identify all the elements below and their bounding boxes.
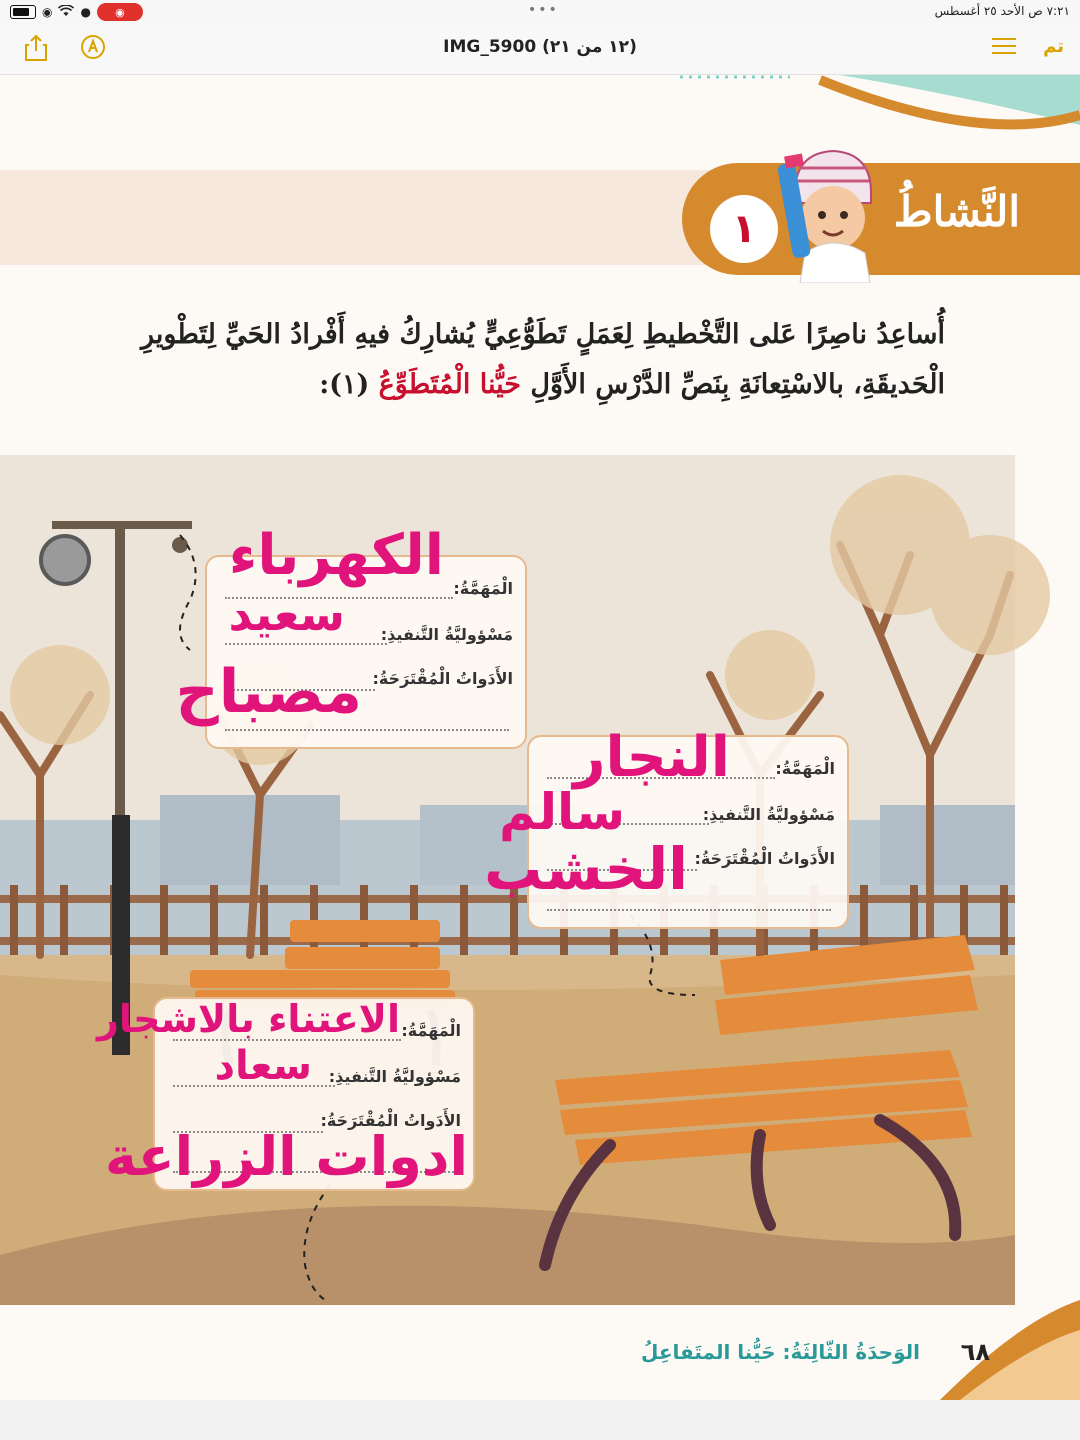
lesson-title-highlight: حَيُّنا الْمُتَطَوِّعُ	[378, 369, 521, 400]
task-label: الْمَهَمَّةُ:	[401, 1021, 461, 1040]
answer-line	[225, 729, 509, 731]
instructions-line-2: الْحَديقَةِ، بالاسْتِعانَةِ بِنَصِّ الدَّرْسِ الأَوَّلِ حَيُّنا الْمُتَطَوِّعُ (١):	[319, 369, 945, 400]
task-label: الْمَهَمَّةُ:	[453, 579, 513, 598]
unit-name: الوَحدَةُ الثّالِثَةُ: حَيُّنا المتَفاعِلُ	[640, 1340, 920, 1364]
viewer-bottom-area	[0, 1400, 1080, 1440]
handwritten-task-3: الاعتناء بالاشجار	[97, 997, 400, 1041]
textbook-page	[0, 75, 1080, 1400]
orientation-lock-icon: ◉	[42, 5, 53, 19]
instructions-text	[125, 310, 945, 410]
tools-label: الأَدَواتُ الْمُقْتَرَحَةُ:	[320, 1111, 461, 1130]
handwritten-tools-1: مصباح	[175, 657, 362, 727]
handwritten-tools-3: ادوات الزراعة	[105, 1125, 468, 1188]
responsibility-label: مَسْؤوليَّةُ التَّنفيذِ:	[328, 1067, 461, 1086]
viewer-toolbar	[0, 24, 1080, 75]
answer-line	[225, 643, 387, 645]
page-footer	[0, 1290, 1080, 1400]
handwritten-task-2: النجار	[573, 725, 730, 790]
battery-icon	[10, 5, 36, 19]
activity-title: النَّشاطُ	[893, 187, 1020, 236]
handwritten-responsible-1: سعيد	[228, 587, 345, 641]
boy-character-icon	[775, 133, 890, 283]
task-label: الْمَهَمَّةُ:	[775, 759, 835, 778]
responsibility-label: مَسْؤوليَّةُ التَّنفيذِ:	[702, 805, 835, 824]
tools-label: الأَدَواتُ الْمُقْتَرَحَةُ:	[372, 669, 513, 688]
screen-recording-icon[interactable]: ◉	[97, 3, 143, 21]
activity-number: ١	[710, 195, 778, 263]
handwritten-responsible-2: سالم	[499, 783, 625, 841]
done-button[interactable]: تم	[1043, 36, 1064, 57]
page-number: ٦٨	[960, 1338, 990, 1366]
list-icon[interactable]	[992, 38, 1016, 56]
dot-icon: ●	[80, 5, 91, 19]
wifi-icon	[58, 5, 74, 20]
footer-decoration	[900, 1290, 1080, 1400]
handwritten-responsible-3: سعاد	[214, 1043, 312, 1089]
instructions-line-1: أُساعِدُ ناصِرًا عَلى التَّخْطيطِ لِعَمَلٍ تَطَوُّعِيٍّ يُشارِكُ فيهِ أَفْرادُ الحَيِّ لِتَطْويرِ	[140, 319, 945, 350]
responsibility-label: مَسْؤوليَّةُ التَّنفيذِ:	[380, 625, 513, 644]
document-title: IMG_5900 (١٢ من ٢١)	[443, 37, 637, 57]
status-bar	[0, 0, 1080, 24]
handwritten-task-1: الكهرباء	[228, 523, 444, 588]
tools-label: الأَدَواتُ الْمُقْتَرَحَةُ:	[694, 849, 835, 868]
answer-line	[547, 909, 831, 911]
handwritten-tools-2: الخشب	[484, 835, 688, 903]
status-time: ٧:٢١ ص الأحد ٢٥ أغسطس	[934, 4, 1070, 18]
multitasking-dots-icon[interactable]: •••	[528, 2, 559, 18]
